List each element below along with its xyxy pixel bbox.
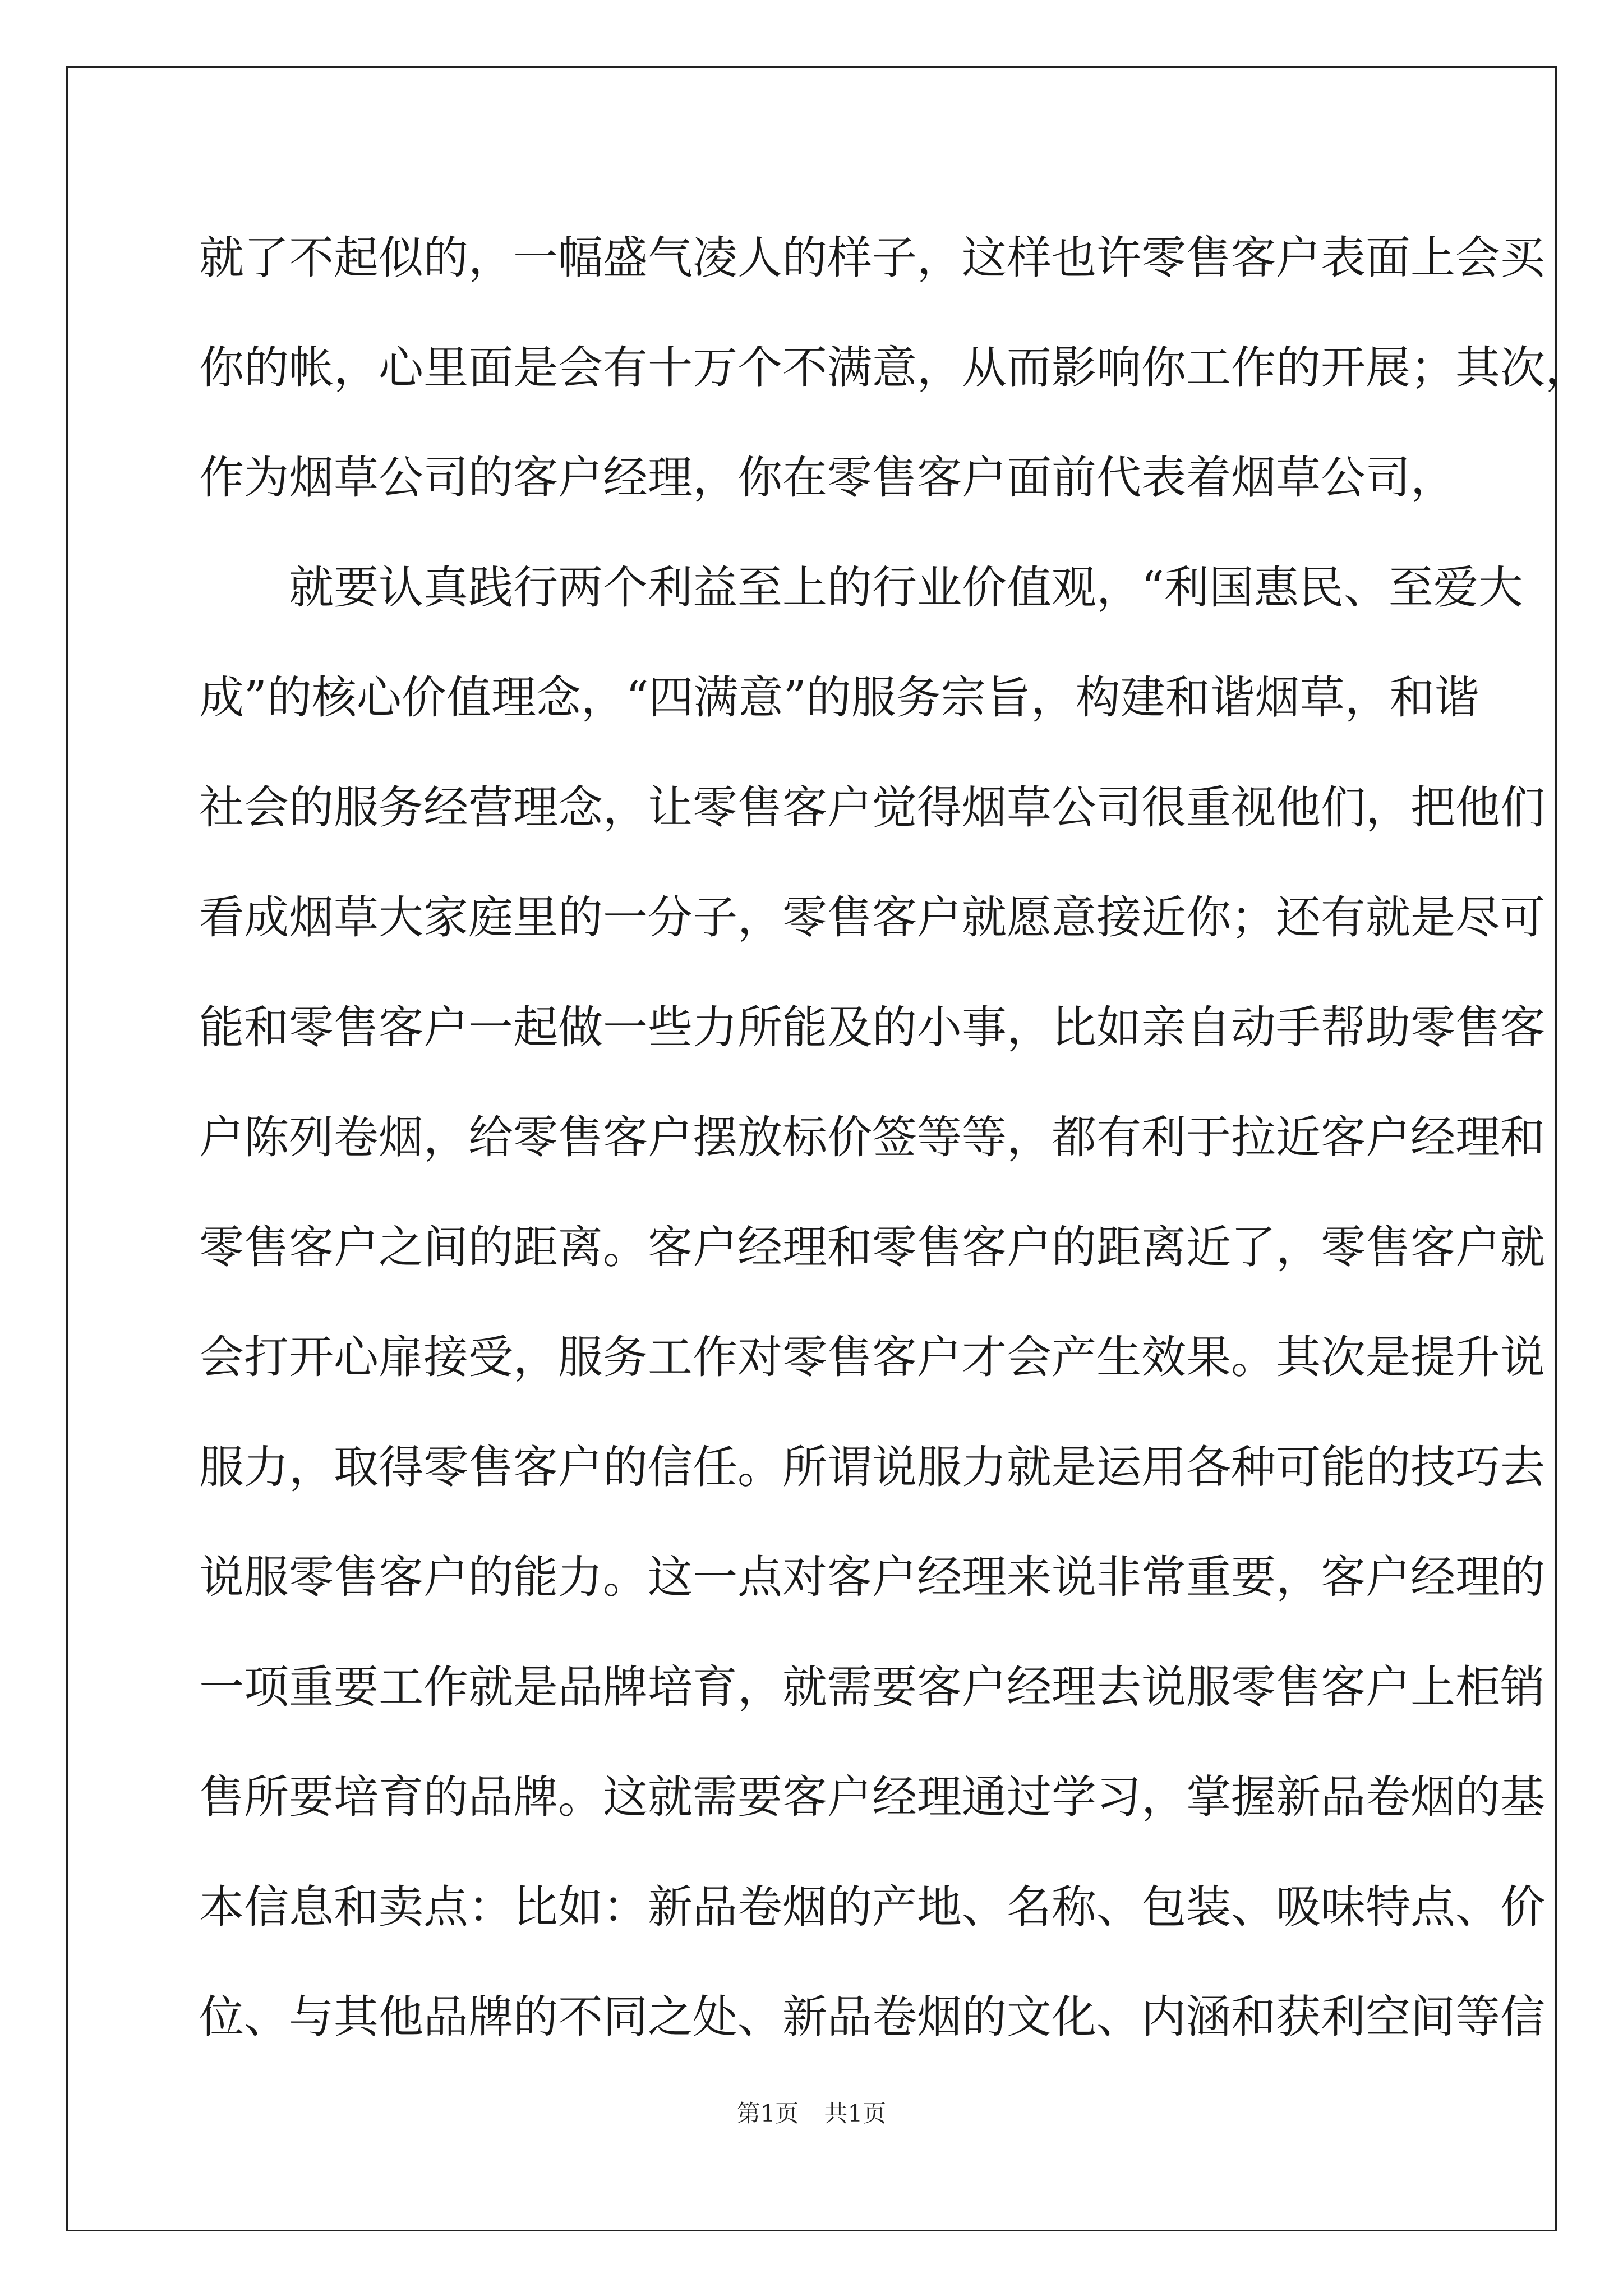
text-line: 户陈列卷烟，给零售客户摆放标价签等等，都有利于拉近客户经理和 — [199, 1111, 1545, 1163]
text-line: 一项重要工作就是品牌培育，就需要客户经理去说服零售客户上柜销 — [199, 1661, 1545, 1713]
text-line: 服力，取得零售客户的信任。所谓说服力就是运用各种可能的技巧去 — [199, 1441, 1545, 1493]
text-line: 会打开心扉接受，服务工作对零售客户才会产生效果。其次是提升说 — [199, 1331, 1545, 1383]
text-line: 成”的核心价值理念，“四满意”的服务宗旨，构建和谐烟草，和谐 — [199, 671, 1479, 724]
text-line: 说服零售客户的能力。这一点对客户经理来说非常重要，客户经理的 — [199, 1551, 1545, 1603]
page-number: 第1页 — [736, 2100, 799, 2127]
text-line: 就要认真践行两个利益至上的行业价值观，“利国惠民、至爱大 — [289, 562, 1523, 614]
text-line: 就了不起似的，一幅盛气凌人的样子，这样也许零售客户表面上会买 — [199, 232, 1545, 284]
text-line: 你的帐，心里面是会有十万个不满意，从而影响你工作的开展；其次， — [199, 342, 1590, 394]
document-body — [199, 203, 1590, 2072]
text-line: 售所要培育的品牌。这就需要客户经理通过学习，掌握新品卷烟的基 — [199, 1771, 1545, 1823]
text-line: 本信息和卖点：比如：新品卷烟的产地、名称、包装、吸味特点、价 — [199, 1881, 1545, 1933]
text-line: 作为烟草公司的客户经理，你在零售客户面前代表着烟草公司， — [199, 452, 1455, 504]
page-footer — [0, 2098, 1623, 2129]
text-line: 能和零售客户一起做一些力所能及的小事，比如亲自动手帮助零售客 — [199, 1001, 1545, 1053]
page-total: 共1页 — [824, 2100, 887, 2127]
text-line: 社会的服务经营理念，让零售客户觉得烟草公司很重视他们，把他们 — [199, 781, 1545, 834]
text-line: 位、与其他品牌的不同之处、新品卷烟的文化、内涵和获利空间等信 — [199, 1991, 1545, 2043]
text-line: 看成烟草大家庭里的一分子，零售客户就愿意接近你；还有就是尽可 — [199, 891, 1545, 944]
text-line: 零售客户之间的距离。客户经理和零售客户的距离近了，零售客户就 — [199, 1221, 1545, 1273]
